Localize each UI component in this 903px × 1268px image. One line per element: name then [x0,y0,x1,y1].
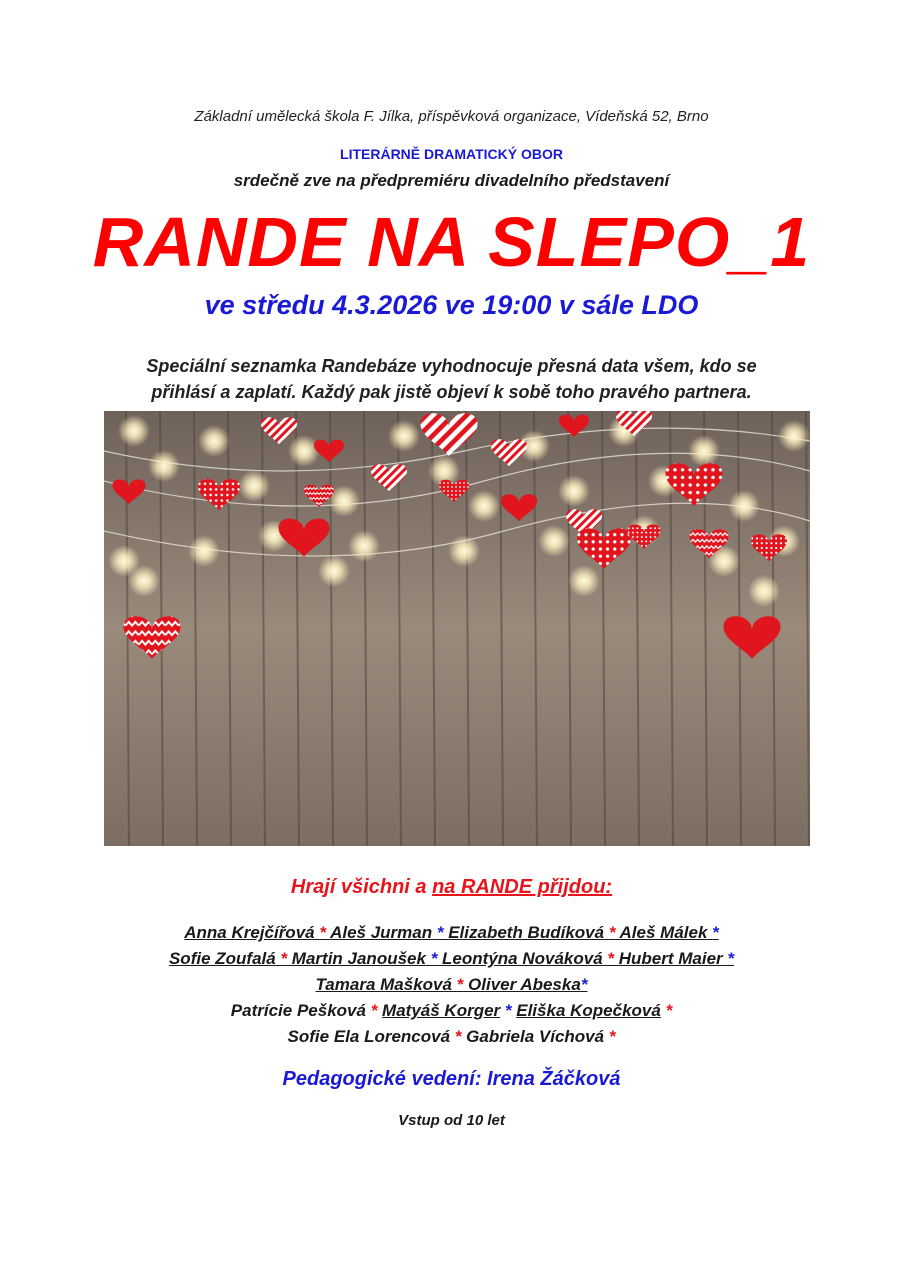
separator-star: * [580,975,588,994]
separator-star: * [665,1001,673,1020]
fairy-light [388,420,420,452]
fairy-light [688,435,720,467]
fairy-light [318,555,350,587]
fairy-light [468,490,500,522]
description-line-1: Speciální seznamka Randebáze vyhodnocuje přesná data všem, kdo se [146,356,757,376]
separator-star: * [454,1027,462,1046]
cast-member: Eliška Kopečková [516,1001,661,1020]
separator-star: * [370,1001,378,1020]
cast-member: Sofie Zoufalá [168,949,276,968]
department-name: LITERÁRNĚ DRAMATICKÝ OBOR [340,146,563,162]
fairy-light [748,575,780,607]
cast-row-2 [0,946,903,972]
cast-member: Elizabeth Budíková [448,923,605,942]
hearts-garland-on-wood-image [104,411,810,846]
separator-star: * [430,949,438,968]
separator-star: * [280,949,288,968]
cast-list [0,920,903,1050]
fairy-light [568,565,600,597]
cast-member: Patrície Pešková [230,1001,366,1020]
cast-heading-prefix: Hrají všichni a [290,876,433,898]
cast-row-3 [0,972,903,998]
fairy-light [538,525,570,557]
description-line-2: přihlásí a zaplatí. Každý pak jistě objeví k sobě toho pravého partnera. [151,382,752,402]
play-description [0,353,903,405]
cast-member: Leontýna Nováková [442,949,603,968]
cast-member: Hubert Maier [618,949,723,968]
fairy-light [558,475,590,507]
school-name: Základní umělecká škola F. Jílka, příspěvková organizace, Vídeňská 52, Brno [194,108,709,125]
fairy-light [198,425,230,457]
fairy-light [448,535,480,567]
separator-star: * [727,949,735,968]
fairy-light [238,470,270,502]
cast-heading-suffix: na RANDE přijdou: [432,876,613,898]
cast-row-1 [0,920,903,946]
play-title: RANDE NA SLEPO_1 [92,203,811,281]
separator-star: * [436,923,444,942]
cast-member: Aleš Jurman [330,923,433,942]
age-restriction: Vstup od 10 let [398,1112,505,1129]
cast-member: Martin Janoušek [291,949,426,968]
cast-member: Tamara Mašková [315,975,452,994]
fairy-light [148,450,180,482]
cast-member: Aleš Málek [619,923,708,942]
separator-star: * [319,923,326,942]
cast-heading [0,876,903,899]
fairy-light [728,490,760,522]
separator-star: * [608,923,616,942]
cast-member: Sofie Ela Lorencová [287,1027,451,1046]
cast-member: Gabriela Víchová [466,1027,605,1046]
teacher-credit: Pedagogické vedení: Irena Žáčková [282,1068,621,1090]
cast-member: Anna Krejčířová [184,923,315,942]
separator-star: * [504,1001,512,1020]
separator-star: * [456,975,464,994]
cast-row-4 [0,998,903,1024]
cast-row-5 [0,1024,903,1050]
separator-star: * [607,949,615,968]
date-time-venue: ve středu 4.3.2026 ve 19:00 v sále LDO [204,290,699,320]
fairy-light [118,415,150,447]
separator-star: * [608,1027,616,1046]
separator-star: * [712,923,719,942]
cast-member: Oliver Abeska [468,975,581,994]
fairy-light [778,420,810,452]
fairy-light [128,565,160,597]
invitation-text: srdečně zve na předpremiéru divadelního představení [233,171,670,190]
fairy-light [188,535,220,567]
cast-member: Matyáš Korger [382,1001,501,1020]
fairy-light [288,435,320,467]
fairy-light [348,530,380,562]
